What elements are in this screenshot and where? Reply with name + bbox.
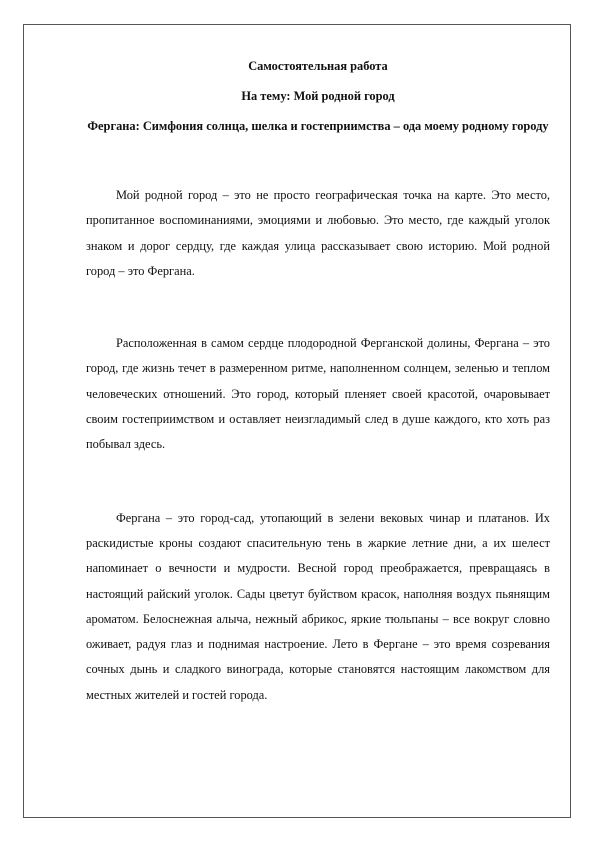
paragraph-1: Мой родной город – это не просто географическая точка на карте. Это место, пропитанное воспоминаниями, эмоциями и любовью. Это место, где каждый уголок знаком и дорог сердцу, где каждая улица рассказывает свою историю. Мой родной город – это Фергана. xyxy=(86,188,550,278)
document-title: Самостоятельная работа xyxy=(248,59,388,73)
paragraph-2: Расположенная в самом сердце плодородной Ферганской долины, Фергана – это город, где жизнь течет в размеренном ритме, наполненном солнцем, зеленью и теплом человеческих отношений. Это город, который пленяет своей красотой, очаровывает своим гостеприимством и оставляет неизгладимый след в душе каждого, кто хоть раз побывал здесь. xyxy=(86,336,550,452)
document-body xyxy=(86,56,550,708)
paragraph-3: Фергана – это город-сад, утопающий в зелени вековых чинар и платанов. Их раскидистые кроны создают спасительную тень в жаркие летние дни, а их шелест напоминает о вечности и мудрости. Весной город преображается, превращаясь в настоящий райский уголок. Сады цветут буйством красок, наполняя воздух пьянящим ароматом. Белоснежная алыча, нежный абрикос, яркие тюльпаны – все вокруг словно оживает, радуя глаз и поднимая настроение. Лето в Фергане – это время созревания сочных дынь и сладкого винограда, которые становятся настоящим лакомством для местных жителей и гостей города. xyxy=(86,510,550,702)
document-heading: Фергана: Симфония солнца, шелка и гостеприимства – ода моему родному городу xyxy=(87,119,549,133)
document-subtitle: На тему: Мой родной город xyxy=(241,89,395,103)
